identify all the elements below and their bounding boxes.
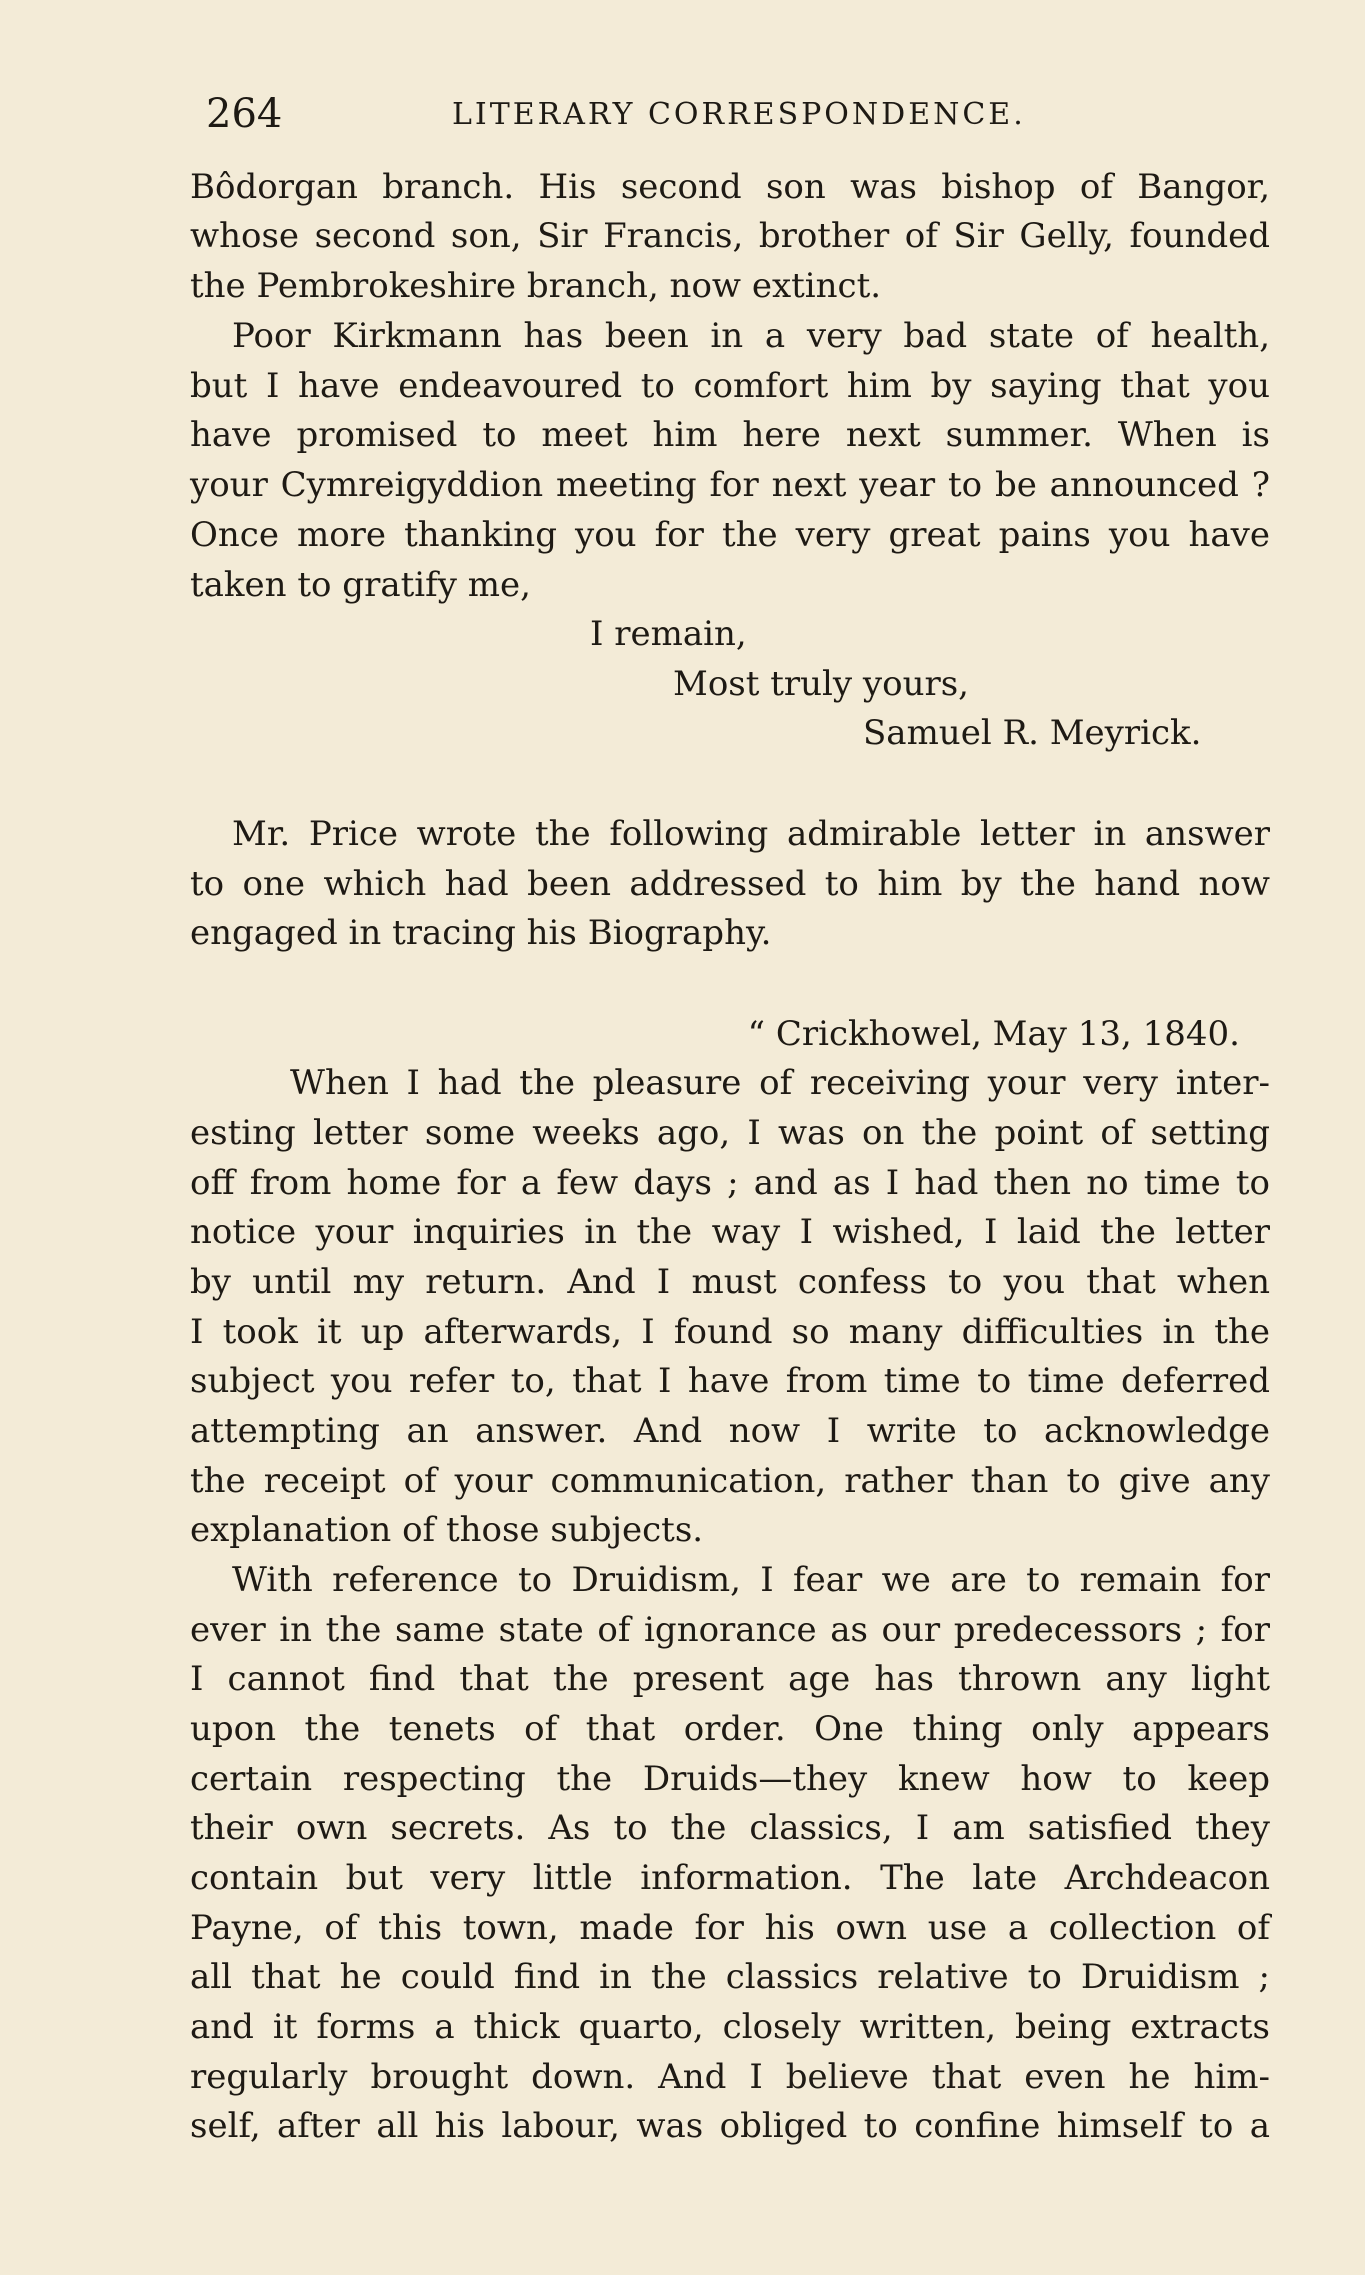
text-line: engaged in tracing his Biography. bbox=[190, 913, 772, 953]
text-line: self, after all his labour, was obliged to confine himself to a bbox=[190, 2106, 1270, 2146]
page-header bbox=[190, 88, 1270, 140]
text-line: Bôdorgan branch. His second son was bishop of Bangor, bbox=[190, 167, 1270, 207]
text-line: contain but very little information. The late Archdeacon bbox=[190, 1858, 1270, 1898]
text-line: whose second son, Sir Francis, brother of Sir Gelly, founded bbox=[190, 216, 1270, 256]
text-line: Mr. Price wrote the following admirable letter in answer bbox=[232, 814, 1270, 854]
text-line: by until my return. And I must confess to you that when bbox=[190, 1262, 1270, 1302]
closing-line: I remain, bbox=[590, 614, 747, 654]
text-line: all that he could find in the classics relative to Druidism ; bbox=[190, 1957, 1270, 1997]
text-line: notice your inquiries in the way I wished, I laid the letter bbox=[190, 1212, 1270, 1252]
text-line: I cannot find that the present age has thrown any light bbox=[190, 1659, 1270, 1699]
text-line: Poor Kirkmann has been in a very bad state of health, bbox=[232, 316, 1270, 356]
letter-dateline: “ Crickhowel, May 13, 1840. bbox=[747, 1014, 1240, 1054]
text-line: With reference to Druidism, I fear we are to remain for bbox=[232, 1560, 1270, 1600]
text-line: explanation of those subjects. bbox=[190, 1510, 704, 1550]
text-line: Payne, of this town, made for his own use a collection of bbox=[190, 1908, 1270, 1948]
page-number: 264 bbox=[206, 91, 283, 137]
text-line: upon the tenets of that order. One thing only appears bbox=[190, 1709, 1270, 1749]
text-line: Once more thanking you for the very great pains you have bbox=[190, 515, 1270, 555]
text-line: have promised to meet him here next summer. When is bbox=[190, 415, 1270, 455]
text-line: but I have endeavoured to comfort him by saying that you bbox=[190, 366, 1270, 406]
running-head: LITERARY CORRESPONDENCE. bbox=[452, 97, 1026, 132]
signature: Samuel R. Meyrick. bbox=[863, 713, 1202, 753]
text-line: subject you refer to, that I have from time to time deferred bbox=[190, 1361, 1270, 1401]
text-line: certain respecting the Druids—they knew how to keep bbox=[190, 1759, 1270, 1799]
text-line: When I had the pleasure of receiving your very inter- bbox=[290, 1063, 1270, 1103]
text-line: attempting an answer. And now I write to acknowledge bbox=[190, 1411, 1270, 1451]
text-line: ever in the same state of ignorance as our predecessors ; for bbox=[190, 1610, 1270, 1650]
text-line: esting letter some weeks ago, I was on the point of setting bbox=[190, 1113, 1270, 1153]
text-line: the receipt of your communication, rather than to give any bbox=[190, 1461, 1270, 1501]
text-line: I took it up afterwards, I found so many difficulties in the bbox=[190, 1312, 1270, 1352]
closing-line: Most truly yours, bbox=[673, 664, 969, 704]
text-line: regularly brought down. And I believe that even he him- bbox=[190, 2057, 1270, 2097]
text-line: the Pembrokeshire branch, now extinct. bbox=[190, 266, 882, 306]
text-line: their own secrets. As to the classics, I am satisfied they bbox=[190, 1808, 1270, 1848]
text-line: to one which had been addressed to him by the hand now bbox=[190, 864, 1270, 904]
text-line: off from home for a few days ; and as I had then no time to bbox=[190, 1163, 1270, 1203]
text-line: taken to gratify me, bbox=[190, 565, 531, 605]
text-line: your Cymreigyddion meeting for next year to be announced ? bbox=[190, 465, 1270, 505]
text-line: and it forms a thick quarto, closely written, being extracts bbox=[190, 2007, 1270, 2047]
